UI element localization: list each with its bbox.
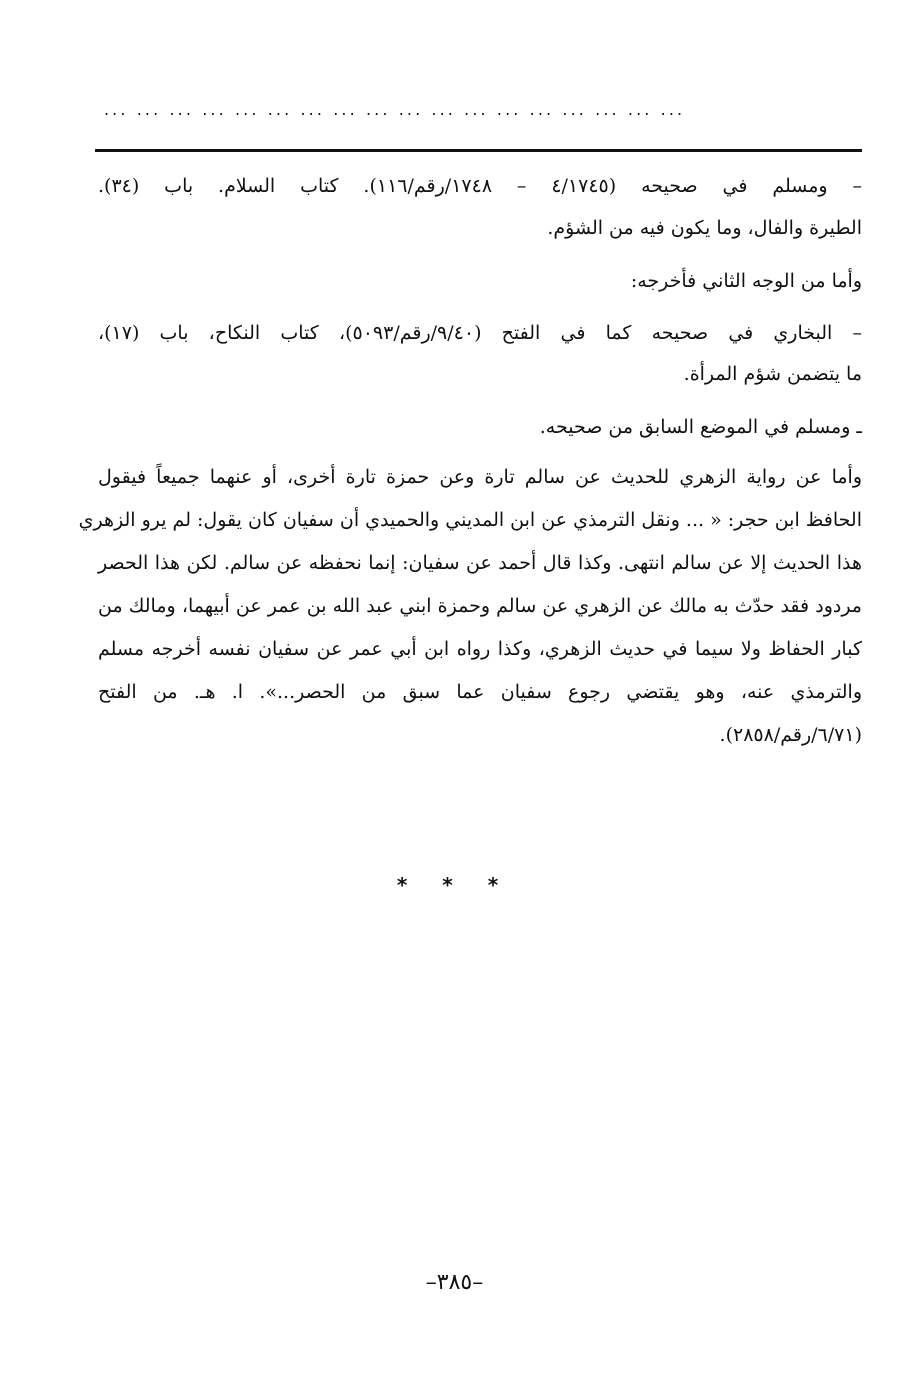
separator-dots: ... ... ... ... ... ... ... ... ... ... ... ... ... ... ... ... ... ... bbox=[104, 100, 686, 119]
footnote-line: مردود فقد حدّث به مالك عن الزهري عن سالم وحمزة ابني عبد الله بن عمر عن أبيهما، ومالك من bbox=[98, 595, 862, 617]
footnote-line: الحافظ ابن حجر: « ... ونقل الترمذي عن ابن المديني والحميدي أن سفيان كان يقول: لم يرو الزهري bbox=[78, 509, 862, 531]
footnote-line: ما يتضمن شؤم المرأة. bbox=[683, 363, 862, 385]
footnote-rule bbox=[95, 149, 862, 152]
footnote-line: والترمذي عنه، وهو يقتضي رجوع سفيان عما سبق من الحصر...». ا. هـ. من الفتح bbox=[98, 681, 862, 703]
footnote-line: – البخاري في صحيحه كما في الفتح (٩/٤٠/رقم/٥٠٩٣)، كتاب النكاح، باب (١٧)، bbox=[98, 322, 862, 344]
footnote-line: وأما من الوجه الثاني فأخرجه: bbox=[630, 270, 862, 292]
footnote-line: هذا الحديث إلا عن سالم انتهى. وكذا قال أحمد عن سفيان: إنما نحفظه عن سالم. لكن هذا الحصر bbox=[98, 552, 862, 574]
page-number: –٣٨٥– bbox=[425, 1270, 484, 1295]
footnote-line: كبار الحفاظ ولا سيما في حديث الزهري، وكذا رواه ابن أبي عمر عن سفيان نفسه أخرجه مسلم bbox=[98, 638, 862, 660]
section-divider: * * * bbox=[396, 873, 513, 897]
footnote-line: ـ ومسلم في الموضع السابق من صحيحه. bbox=[539, 416, 862, 438]
footnote-line: الطيرة والفال، وما يكون فيه من الشؤم. bbox=[547, 217, 862, 239]
footnote-line: وأما عن رواية الزهري للحديث عن سالم تارة وعن حمزة تارة أخرى، أو عنهما جميعاً فيقول bbox=[98, 466, 862, 488]
footnote-line: – ومسلم في صحيحه (٤/١٧٤٥ – ١٧٤٨/رقم/١١٦). كتاب السلام. باب (٣٤). bbox=[98, 175, 862, 197]
footnote-line: (٦/٧١/رقم/٢٨٥٨). bbox=[719, 724, 862, 746]
